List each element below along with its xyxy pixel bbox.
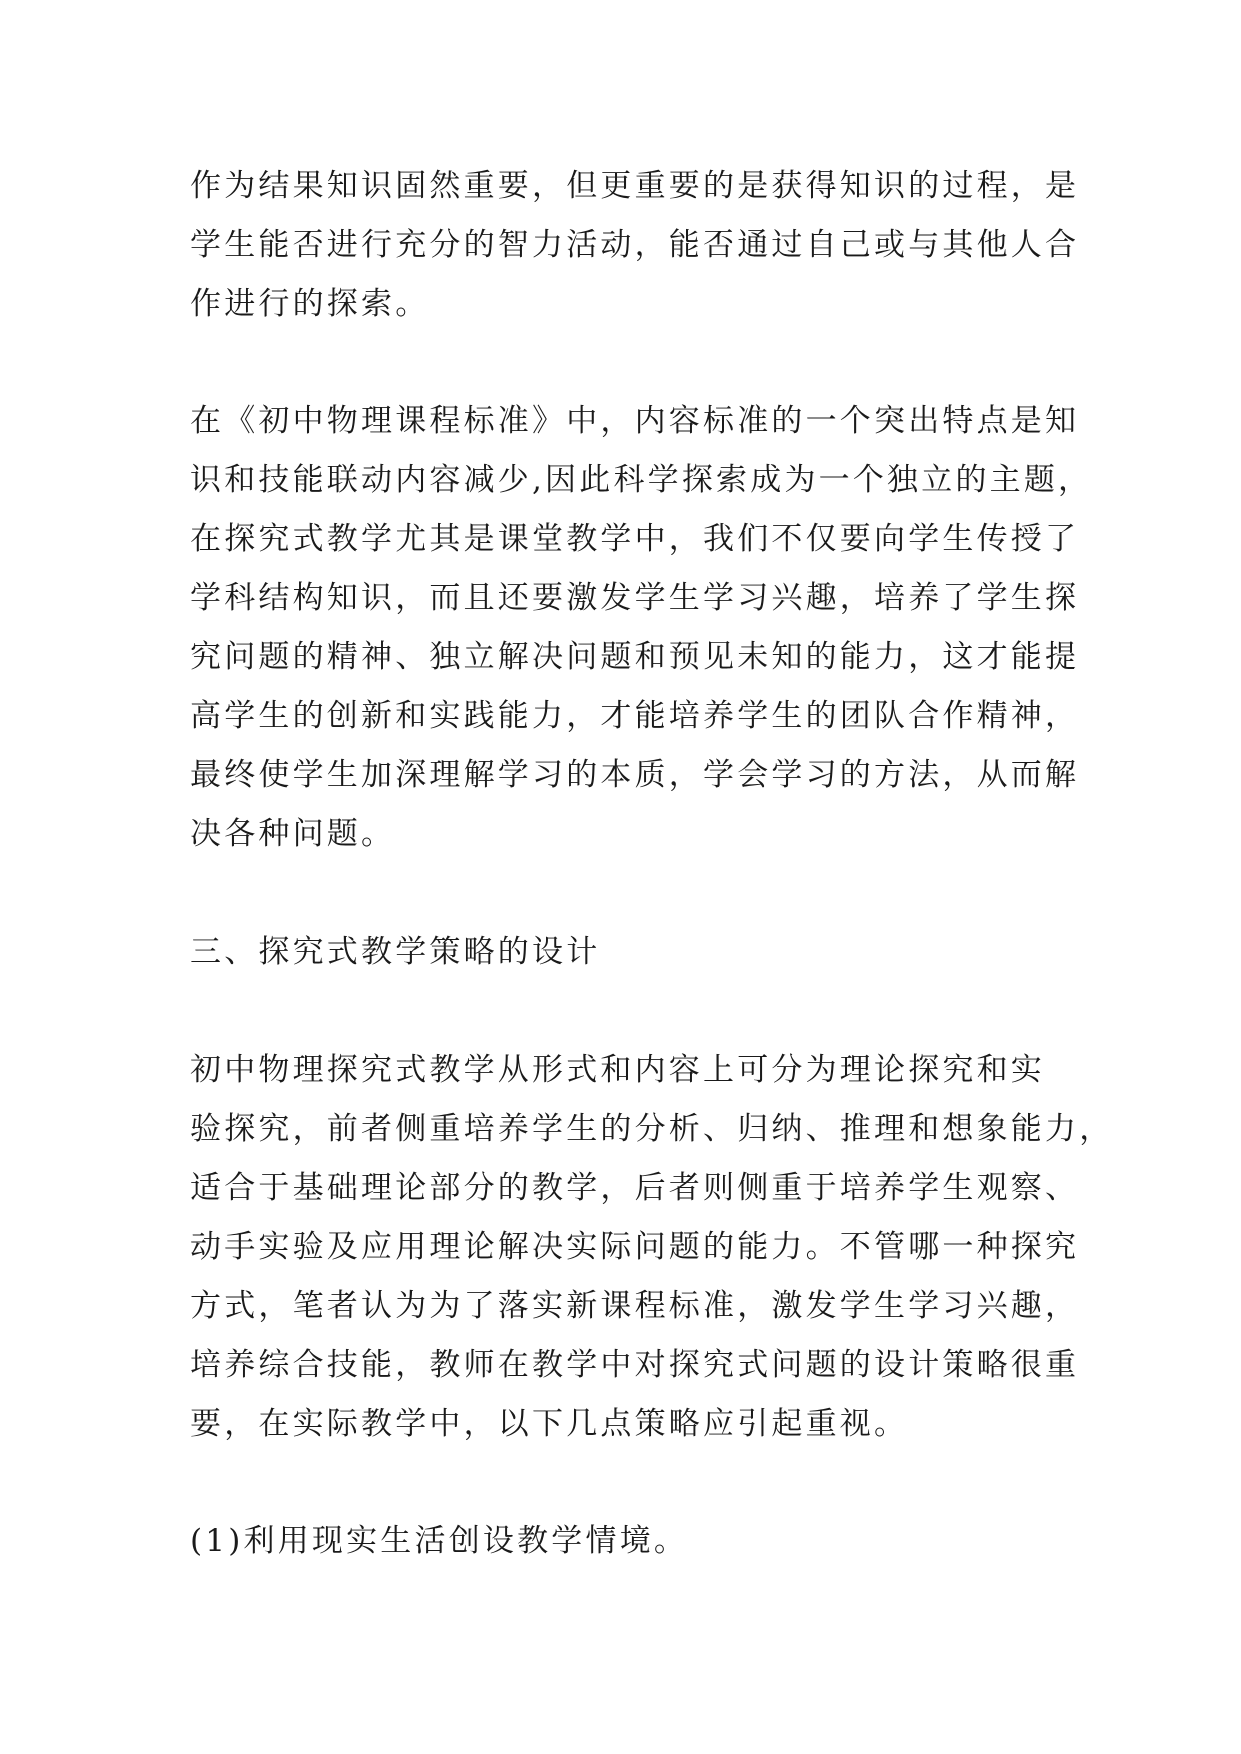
paragraph-line: 方式，笔者认为为了落实新课程标准，激发学生学习兴趣， [190, 1288, 1080, 1324]
list-item: (1)利用现实生活创设教学情境。 [190, 1523, 689, 1559]
paragraph-line: 学生能否进行充分的智力活动，能否通过自己或与其他人合 [190, 227, 1080, 263]
paragraph-line: 验探究，前者侧重培养学生的分析、归纳、推理和想象能力， [190, 1111, 1114, 1147]
paragraph-line: 在探究式教学尤其是课堂教学中，我们不仅要向学生传授了 [190, 521, 1080, 557]
paragraph-line: 识和技能联动内容减少,因此科学探索成为一个独立的主题， [190, 462, 1093, 498]
paragraph-line: 究问题的精神、独立解决问题和预见未知的能力，这才能提 [190, 639, 1080, 675]
section-heading: 三、探究式教学策略的设计 [190, 934, 601, 970]
paragraph-line: 要，在实际教学中，以下几点策略应引起重视。 [190, 1406, 909, 1442]
paragraph-line: 决各种问题。 [190, 816, 396, 852]
paragraph-line: 学科结构知识，而且还要激发学生学习兴趣，培养了学生探 [190, 580, 1080, 616]
paragraph-line: 适合于基础理论部分的教学，后者则侧重于培养学生观察、 [190, 1170, 1080, 1206]
paragraph-line: 在《初中物理课程标准》中，内容标准的一个突出特点是知 [190, 403, 1080, 439]
paragraph-line: 高学生的创新和实践能力，才能培养学生的团队合作精神， [190, 698, 1080, 734]
paragraph-line: 作为结果知识固然重要，但更重要的是获得知识的过程，是 [190, 168, 1080, 204]
paragraph-line: 最终使学生加深理解学习的本质，学会学习的方法，从而解 [190, 757, 1080, 793]
paragraph-line: 作进行的探索。 [190, 286, 430, 322]
paragraph-line: 动手实验及应用理论解决实际问题的能力。不管哪一种探究 [190, 1229, 1080, 1265]
paragraph-line: 初中物理探究式教学从形式和内容上可分为理论探究和实 [190, 1052, 1045, 1088]
paragraph-line: 培养综合技能，教师在教学中对探究式问题的设计策略很重 [190, 1347, 1080, 1383]
